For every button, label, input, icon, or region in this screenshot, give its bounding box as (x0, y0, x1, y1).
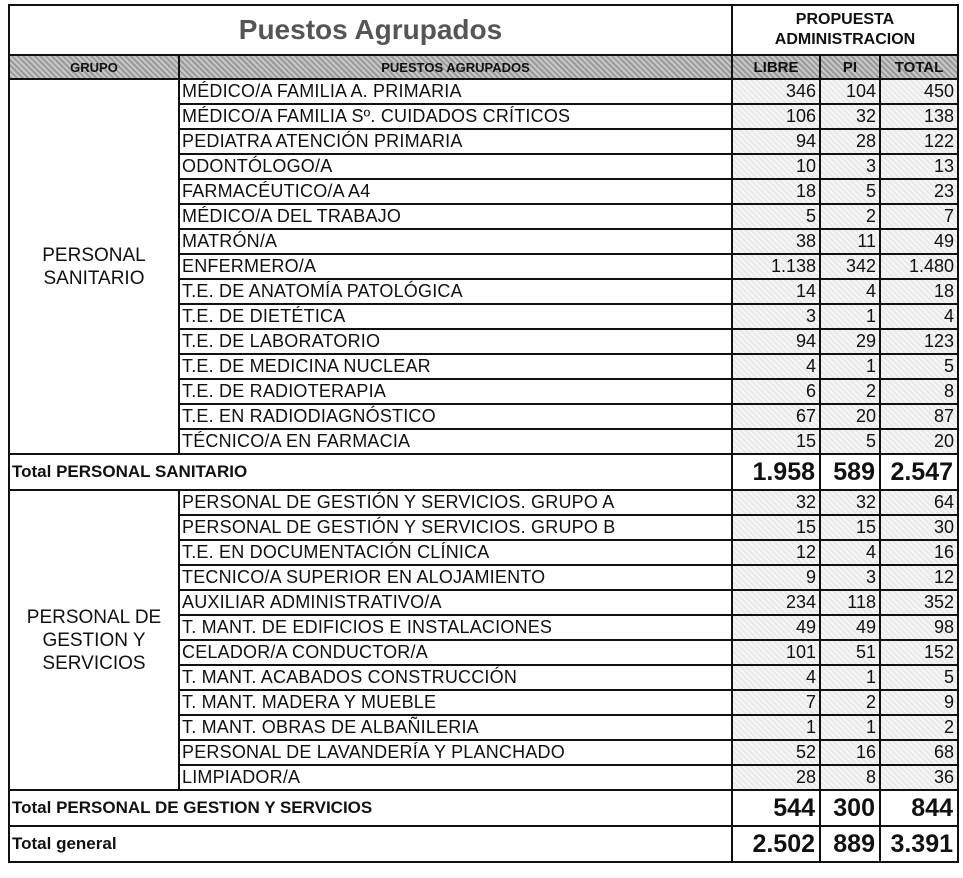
libre-cell: 101 (732, 640, 820, 665)
table-title: Puestos Agrupados (9, 5, 732, 55)
total-libre-value: 1.958 (732, 454, 820, 490)
pi-cell: 32 (820, 104, 880, 129)
puesto-cell: TECNICO/A SUPERIOR EN ALOJAMIENTO (179, 565, 732, 590)
pi-cell: 2 (820, 379, 880, 404)
total-cell: 68 (880, 740, 958, 765)
libre-cell: 38 (732, 229, 820, 254)
total-cell: 87 (880, 404, 958, 429)
puesto-cell: PERSONAL DE GESTIÓN Y SERVICIOS. GRUPO B (179, 515, 732, 540)
libre-cell: 10 (732, 154, 820, 179)
pi-cell: 15 (820, 515, 880, 540)
total-cell: 5 (880, 665, 958, 690)
libre-cell: 106 (732, 104, 820, 129)
pi-cell: 51 (820, 640, 880, 665)
total-cell: 20 (880, 429, 958, 454)
puesto-cell: MÉDICO/A DEL TRABAJO (179, 204, 732, 229)
table-row (9, 79, 958, 104)
total-cell: 64 (880, 490, 958, 515)
total-libre-value: 544 (732, 790, 820, 826)
puesto-cell: T. MANT. MADERA Y MUEBLE (179, 690, 732, 715)
total-cell: 4 (880, 304, 958, 329)
pi-cell: 4 (820, 540, 880, 565)
total-cell: 152 (880, 640, 958, 665)
puesto-cell: T.E. DE ANATOMÍA PATOLÓGICA (179, 279, 732, 304)
group-label: SERVICIOS (42, 652, 146, 674)
pi-cell: 8 (820, 765, 880, 790)
libre-cell: 346 (732, 79, 820, 104)
pi-cell: 28 (820, 129, 880, 154)
libre-cell: 9 (732, 565, 820, 590)
total-cell: 450 (880, 79, 958, 104)
pi-cell: 5 (820, 429, 880, 454)
libre-cell: 94 (732, 129, 820, 154)
puesto-cell: PEDIATRA ATENCIÓN PRIMARIA (179, 129, 732, 154)
puestos-table (8, 4, 959, 863)
puesto-cell: TÉCNICO/A EN FARMACIA (179, 429, 732, 454)
puestos-table-body (9, 5, 958, 862)
puesto-cell: T. MANT. OBRAS DE ALBAÑILERIA (179, 715, 732, 740)
libre-cell: 4 (732, 665, 820, 690)
puesto-cell: ENFERMERO/A (179, 254, 732, 279)
column-header-row (9, 55, 958, 79)
puesto-cell: LIMPIADOR/A (179, 765, 732, 790)
col-header-libre: LIBRE (732, 55, 820, 79)
total-cell: 7 (880, 204, 958, 229)
pi-cell: 49 (820, 615, 880, 640)
group-label: SANITARIO (43, 267, 145, 289)
puesto-cell: PERSONAL DE LAVANDERÍA Y PLANCHADO (179, 740, 732, 765)
group-label: GESTION Y (42, 629, 146, 651)
libre-cell: 52 (732, 740, 820, 765)
total-cell: 13 (880, 154, 958, 179)
table-row (9, 490, 958, 515)
pi-cell: 1 (820, 304, 880, 329)
col-header-pi: PI (820, 55, 880, 79)
libre-cell: 14 (732, 279, 820, 304)
total-cell: 8 (880, 379, 958, 404)
pi-cell: 4 (820, 279, 880, 304)
col-header-grupo: GRUPO (9, 55, 179, 79)
total-cell: 18 (880, 279, 958, 304)
libre-cell: 5 (732, 204, 820, 229)
total-cell: 23 (880, 179, 958, 204)
puesto-cell: T.E. EN RADIODIAGNÓSTICO (179, 404, 732, 429)
propuesta-line2: ADMINISTRACION (774, 31, 916, 48)
col-header-total: TOTAL (880, 55, 958, 79)
total-total-value: 844 (880, 790, 958, 826)
total-label: Total general (9, 826, 732, 862)
group-label: PERSONAL DE (26, 606, 162, 628)
propuesta-line1: PROPUESTA (795, 11, 895, 28)
libre-cell: 234 (732, 590, 820, 615)
group-label-cell (9, 79, 179, 454)
gestion-total-row (9, 790, 958, 826)
total-cell: 16 (880, 540, 958, 565)
total-label: Total PERSONAL DE GESTION Y SERVICIOS (9, 790, 732, 826)
puesto-cell: PERSONAL DE GESTIÓN Y SERVICIOS. GRUPO A (179, 490, 732, 515)
pi-cell: 342 (820, 254, 880, 279)
libre-cell: 28 (732, 765, 820, 790)
total-pi-value: 300 (820, 790, 880, 826)
puesto-cell: T.E. DE LABORATORIO (179, 329, 732, 354)
pi-cell: 5 (820, 179, 880, 204)
propuesta-header (732, 5, 958, 55)
title-row (9, 5, 958, 55)
libre-cell: 94 (732, 329, 820, 354)
puesto-cell: CELADOR/A CONDUCTOR/A (179, 640, 732, 665)
pi-cell: 104 (820, 79, 880, 104)
pi-cell: 2 (820, 690, 880, 715)
libre-cell: 32 (732, 490, 820, 515)
total-cell: 30 (880, 515, 958, 540)
sanitario-total-row (9, 454, 958, 490)
libre-cell: 15 (732, 515, 820, 540)
libre-cell: 18 (732, 179, 820, 204)
pi-cell: 32 (820, 490, 880, 515)
pi-cell: 16 (820, 740, 880, 765)
libre-cell: 12 (732, 540, 820, 565)
puesto-cell: T.E. DE RADIOTERAPIA (179, 379, 732, 404)
total-cell: 9 (880, 690, 958, 715)
libre-cell: 4 (732, 354, 820, 379)
total-label: Total PERSONAL SANITARIO (9, 454, 732, 490)
total-libre-value: 2.502 (732, 826, 820, 862)
total-total-value: 2.547 (880, 454, 958, 490)
pi-cell: 1 (820, 715, 880, 740)
libre-cell: 67 (732, 404, 820, 429)
libre-cell: 6 (732, 379, 820, 404)
puesto-cell: MÉDICO/A FAMILIA A. PRIMARIA (179, 79, 732, 104)
total-cell: 1.480 (880, 254, 958, 279)
libre-cell: 1.138 (732, 254, 820, 279)
libre-cell: 7 (732, 690, 820, 715)
total-pi-value: 589 (820, 454, 880, 490)
total-total-value: 3.391 (880, 826, 958, 862)
libre-cell: 15 (732, 429, 820, 454)
puesto-cell: ODONTÓLOGO/A (179, 154, 732, 179)
pi-cell: 29 (820, 329, 880, 354)
puesto-cell: MÉDICO/A FAMILIA Sº. CUIDADOS CRÍTICOS (179, 104, 732, 129)
puesto-cell: T. MANT. DE EDIFICIOS E INSTALACIONES (179, 615, 732, 640)
total-cell: 352 (880, 590, 958, 615)
puesto-cell: T.E. DE MEDICINA NUCLEAR (179, 354, 732, 379)
total-pi-value: 889 (820, 826, 880, 862)
pi-cell: 3 (820, 565, 880, 590)
pi-cell: 1 (820, 354, 880, 379)
group-label-cell (9, 490, 179, 790)
libre-cell: 49 (732, 615, 820, 640)
total-cell: 36 (880, 765, 958, 790)
libre-cell: 1 (732, 715, 820, 740)
total-cell: 138 (880, 104, 958, 129)
puesto-cell: FARMACÉUTICO/A A4 (179, 179, 732, 204)
total-cell: 98 (880, 615, 958, 640)
puesto-cell: T.E. EN DOCUMENTACIÓN CLÍNICA (179, 540, 732, 565)
total-cell: 49 (880, 229, 958, 254)
col-header-puestos: PUESTOS AGRUPADOS (179, 55, 732, 79)
general-total-row (9, 826, 958, 862)
pi-cell: 1 (820, 665, 880, 690)
pi-cell: 2 (820, 204, 880, 229)
puesto-cell: AUXILIAR ADMINISTRATIVO/A (179, 590, 732, 615)
total-cell: 123 (880, 329, 958, 354)
total-cell: 12 (880, 565, 958, 590)
total-cell: 122 (880, 129, 958, 154)
libre-cell: 3 (732, 304, 820, 329)
total-cell: 2 (880, 715, 958, 740)
pi-cell: 11 (820, 229, 880, 254)
puesto-cell: MATRÓN/A (179, 229, 732, 254)
puesto-cell: T. MANT. ACABADOS CONSTRUCCIÓN (179, 665, 732, 690)
pi-cell: 20 (820, 404, 880, 429)
pi-cell: 118 (820, 590, 880, 615)
group-label: PERSONAL (42, 244, 146, 266)
puesto-cell: T.E. DE DIETÉTICA (179, 304, 732, 329)
total-cell: 5 (880, 354, 958, 379)
pi-cell: 3 (820, 154, 880, 179)
